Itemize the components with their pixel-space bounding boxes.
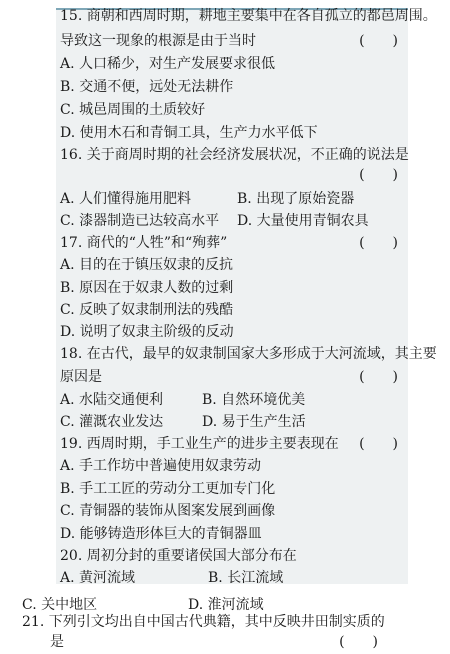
question-20-option-d: D. 淮河流域	[188, 597, 264, 613]
question-17-option-c: C. 反映了奴隶制刑法的残酷	[60, 302, 234, 318]
question-17-answer-bracket: ( )	[359, 235, 398, 251]
question-15-option-d: D. 使用木石和青铜工具，生产力水平低下	[60, 125, 318, 141]
question-19-stem: 19. 西周时期，手工业生产的进步主要表现在	[60, 436, 339, 452]
question-15-option-a: A. 人口稀少，对生产发展要求很低	[60, 56, 276, 72]
question-21-stem-line-1: 21. 下列引文均出自中国古代典籍，其中反映井田制实质的	[22, 614, 385, 630]
question-15-option-c: C. 城邑周围的土质较好	[60, 102, 206, 118]
question-16-option-d: D. 大量使用青铜农具	[237, 213, 369, 229]
question-16-answer-bracket: ( )	[359, 167, 398, 183]
question-18-option-a: A. 水陆交通便利	[60, 392, 164, 408]
question-17-option-d: D. 说明了奴隶主阶级的反动	[60, 324, 234, 340]
question-19-answer-bracket: ( )	[359, 436, 398, 452]
question-18-answer-bracket: ( )	[359, 369, 398, 385]
question-20-option-c: C. 关中地区	[22, 597, 98, 613]
question-18-option-c: C. 灌溉农业发达	[60, 414, 164, 430]
question-19-option-c: C. 青铜器的装饰从图案发展到画像	[60, 503, 276, 519]
question-20-stem: 20. 周初分封的重要诸侯国大部分布在	[60, 548, 297, 564]
question-19-option-b: B. 手工工匠的劳动分工更加专门化	[60, 481, 276, 497]
question-21-stem-line-2: 是	[50, 634, 64, 650]
question-15-stem-line-2: 导致这一现象的根源是由于当时	[60, 33, 256, 49]
question-16-option-a: A. 人们懂得施用肥料	[60, 191, 192, 207]
question-18-stem-line-1: 18. 在古代，最早的奴隶制国家大多形成于大河流域，其主要	[60, 346, 437, 362]
question-17-stem: 17. 商代的“人牲”和“殉葬”	[60, 235, 228, 251]
question-16-option-b: B. 出现了原始瓷器	[237, 191, 355, 207]
question-20-option-b: B. 长江流域	[208, 570, 284, 586]
question-21-answer-bracket: ( )	[339, 634, 378, 650]
question-18-option-b: B. 自然环境优美	[202, 392, 306, 408]
question-19-option-d: D. 能够铸造形体巨大的青铜器皿	[60, 526, 262, 542]
question-18-option-d: D. 易于生产生活	[202, 414, 306, 430]
question-15-stem-line-1: 15. 商朝和西周时期，耕地主要集中在各自孤立的都邑周围。	[60, 8, 437, 24]
question-16-stem: 16. 关于商周时期的社会经济发展状况，不正确的说法是	[60, 147, 409, 163]
question-16-option-c: C. 漆器制造已达较高水平	[60, 213, 220, 229]
question-15-answer-bracket: ( )	[359, 33, 398, 49]
question-20-option-a: A. 黄河流域	[60, 570, 136, 586]
question-17-option-a: A. 目的在于镇压奴隶的反抗	[60, 257, 234, 273]
question-19-option-a: A. 手工作坊中普遍使用奴隶劳动	[60, 458, 262, 474]
question-18-stem-line-2: 原因是	[60, 369, 102, 385]
question-15-option-b: B. 交通不便，远处无法耕作	[60, 79, 234, 95]
question-17-option-b: B. 原因在于奴隶人数的过剩	[60, 280, 234, 296]
